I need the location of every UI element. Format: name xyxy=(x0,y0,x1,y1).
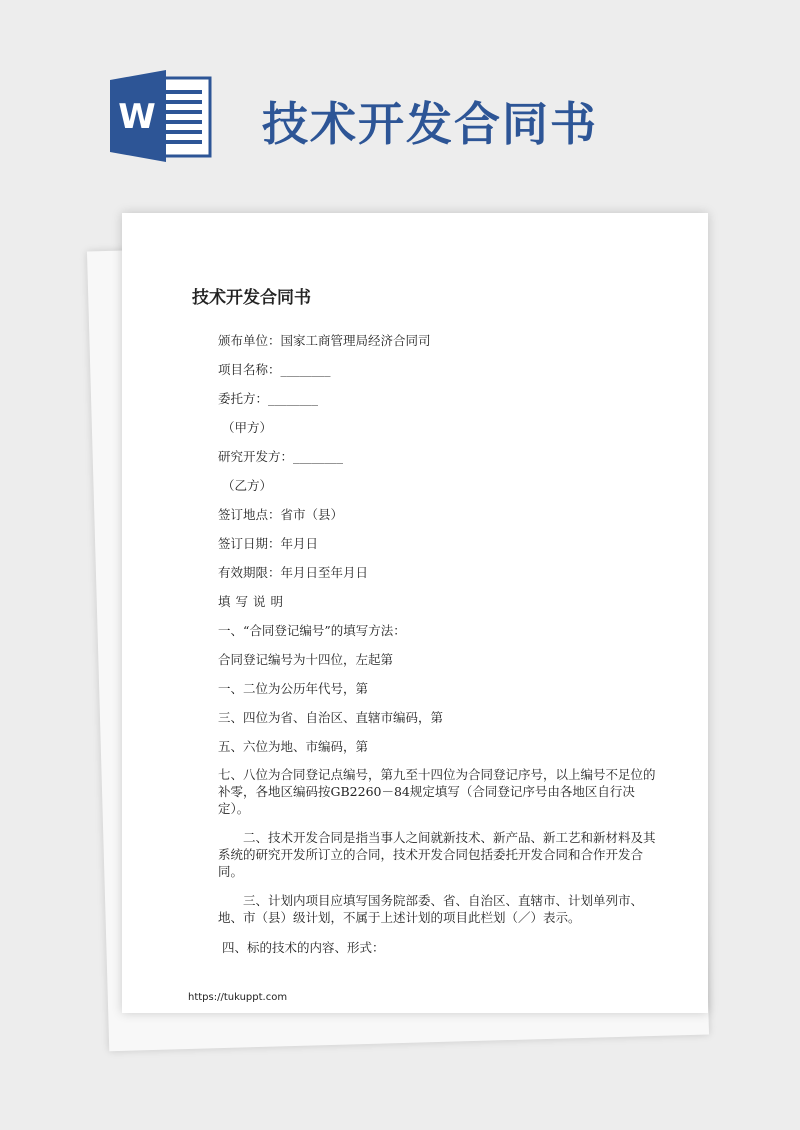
paragraph-definition: 二、技术开发合同是指当事人之间就新技术、新产品、新工艺和新材料及其系统的研究开发所订立的合同，技术开发合同包括委托开发合同和合作开发合同。 xyxy=(218,830,656,879)
subject-content-line: 四、标的技术的内容、形式： xyxy=(222,940,385,955)
project-name-line: 项目名称：________ xyxy=(218,362,331,377)
instructions-heading: 填写说明 xyxy=(218,594,289,609)
party-a-label: （甲方） xyxy=(222,420,273,435)
validity-line: 有效期限：年月日至年月日 xyxy=(218,565,369,580)
instruction-item: 一、“合同登记编号”的填写方法： xyxy=(218,623,406,638)
party-b-label: （乙方） xyxy=(222,478,273,493)
word-document-icon xyxy=(110,70,214,162)
document-body xyxy=(218,331,658,967)
signing-date-line: 签订日期：年月日 xyxy=(218,536,319,551)
instruction-item: 五、六位为地、市编码，第 xyxy=(218,739,369,754)
client-line: 委托方：________ xyxy=(218,391,319,406)
page-header xyxy=(0,0,800,200)
word-icon-letter: W xyxy=(118,97,156,137)
issuer-line: 颁布单位：国家工商管理局经济合同司 xyxy=(218,333,431,348)
signing-place-line: 签订地点：省市（县） xyxy=(218,507,344,522)
footer-url: https://tukuppt.com xyxy=(188,992,288,1003)
header-title: 技术开发合同书 xyxy=(262,97,598,151)
instruction-item: 一、二位为公历年代号，第 xyxy=(218,681,369,696)
instruction-item: 三、四位为省、自治区、直辖市编码，第 xyxy=(218,710,444,725)
instruction-item: 合同登记编号为十四位，左起第 xyxy=(218,652,394,667)
document-title: 技术开发合同书 xyxy=(192,288,311,308)
developer-line: 研究开发方：________ xyxy=(218,449,344,464)
paragraph-plan: 三、计划内项目应填写国务院部委、省、自治区、直辖市、计划单列市、地、市（县）级计划，不属于上述计划的项目此栏划（／）表示。 xyxy=(218,893,644,925)
document-page xyxy=(122,213,708,1013)
paragraph-numbering: 七、八位为合同登记点编号，第九至十四位为合同登记序号，以上编号不足位的补零，各地区编码按GB2260－84规定填写（合同登记序号由各地区自行决定）。 xyxy=(218,767,656,816)
